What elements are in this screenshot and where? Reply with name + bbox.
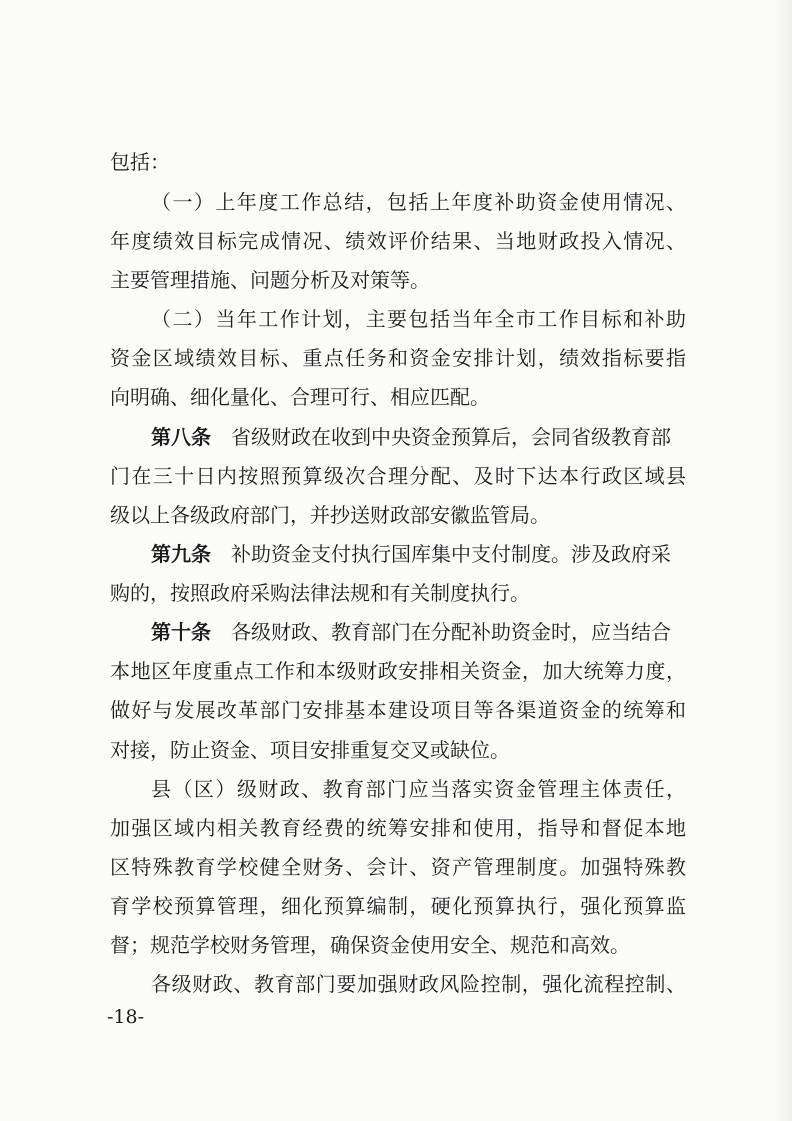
line-text: 各级财政、教育部门要加强财政风险控制，强化流程控制、 [151,972,686,996]
body-line-14 [110,658,686,684]
article-heading: 第九条 [151,542,211,566]
line-text: （二）当年工作计划，主要包括当年全市工作目标和补助 [151,307,686,331]
body-line-15 [110,697,686,723]
line-text: 级以上各级政府部门，并抄送财政部安徽监管局。 [110,503,550,527]
body-line-3 [110,228,686,254]
body-line-20 [110,893,686,919]
body-line-5 [151,306,686,332]
line-text: 购的，按照政府采购法律法规和有关制度执行。 [110,581,530,605]
line-text: 省级财政在收到中央资金预算后，会同省级教育部 [231,425,671,449]
body-line-4 [110,267,430,293]
line-text: 本地区年度重点工作和本级财政安排相关资金，加大统筹力度， [110,659,686,683]
body-line-6 [110,345,686,371]
scan-edge-shadow [774,0,792,1121]
article-8-line-1 [151,424,671,450]
body-line-10 [110,502,550,528]
line-text: 主要管理措施、问题分析及对策等。 [110,268,430,292]
line-text: 育学校预算管理，细化预算编制，硬化预算执行，强化预算监 [110,894,686,918]
line-text: 补助资金支付执行国库集中支付制度。涉及政府采 [231,542,671,566]
article-heading: 第十条 [151,620,211,644]
line-text: 资金区域绩效目标、重点任务和资金安排计划，绩效指标要指 [110,346,686,370]
body-line-7 [110,384,490,410]
line-text: 县（区）级财政、教育部门应当落实资金管理主体责任， [151,777,686,801]
line-text: 门在三十日内按照预算级次合理分配、及时下达本行政区域县 [110,464,686,488]
article-9-line-1 [151,541,671,567]
line-text: （一）上年度工作总结，包括上年度补助资金使用情况、 [151,190,686,214]
body-line-9 [110,463,686,489]
body-line-18 [110,815,686,841]
body-line-2 [151,189,686,215]
line-text: 包括： [110,150,170,174]
line-text: 区特殊教育学校健全财务、会计、资产管理制度。加强特殊教 [110,855,686,879]
page-number: -18- [107,1006,145,1028]
body-line-22 [151,971,686,997]
line-text: 年度绩效目标完成情况、绩效评价结果、当地财政投入情况、 [110,229,686,253]
body-line-17 [151,776,686,802]
line-text: 各级财政、教育部门在分配补助资金时，应当结合 [231,620,671,644]
body-line-19 [110,854,686,880]
line-text: 对接，防止资金、项目安排重复交叉或缺位。 [110,738,510,762]
article-10-line-1 [151,619,671,645]
line-text: 向明确、细化量化、合理可行、相应匹配。 [110,385,490,409]
line-text: 督；规范学校财务管理，确保资金使用安全、规范和高效。 [110,933,630,957]
body-line-12 [110,580,530,606]
body-line-21 [110,932,630,958]
line-text: 做好与发展改革部门安排基本建设项目等各渠道资金的统筹和 [110,698,686,722]
article-heading: 第八条 [151,425,211,449]
line-text: 加强区域内相关教育经费的统筹安排和使用，指导和督促本地 [110,816,686,840]
body-line-16 [110,737,510,763]
body-line-1 [110,149,170,175]
